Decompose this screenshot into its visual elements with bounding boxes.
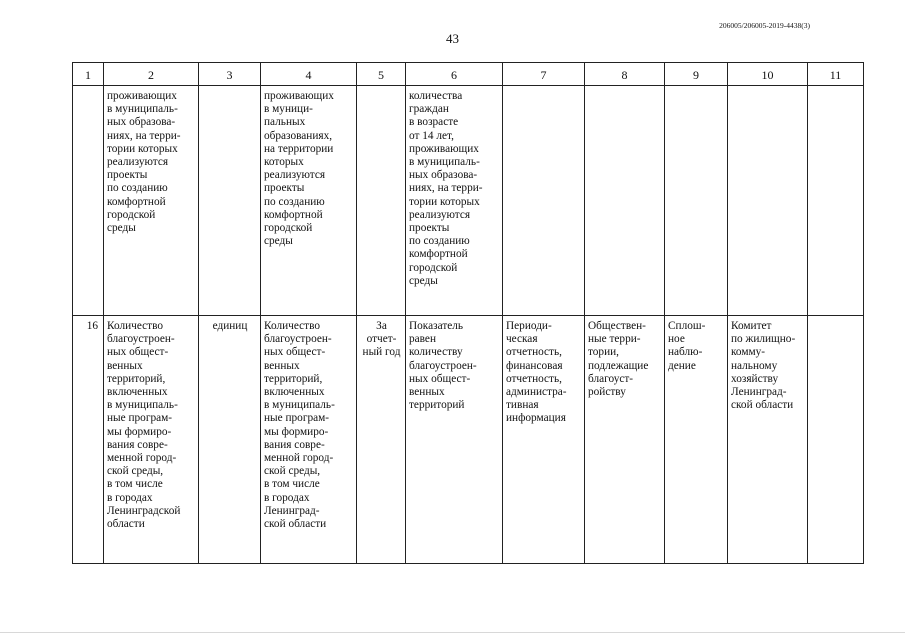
header-cell: 10: [728, 63, 808, 86]
table-header-row: [73, 63, 864, 86]
table-row: [73, 86, 864, 316]
table-cell: [585, 86, 665, 316]
header-cell: 3: [199, 63, 261, 86]
table-cell: единиц: [199, 316, 261, 564]
table-cell: Периоди- ческая отчетность, финансовая отчетность, администра- тивная информация: [503, 316, 585, 564]
header-cell: 6: [406, 63, 503, 86]
table-cell: проживающих в муниципаль- ных образова- ниях, на терри- тории которых реализуются проекты по созданию комфортной городской среды: [104, 86, 199, 316]
table-cell: [73, 86, 104, 316]
indicators-table: [72, 62, 864, 564]
document-id: 206005/206005-2019-4438(3): [719, 21, 810, 30]
table-cell: Показатель равен количеству благоустроен- ных общест- венных территорий: [406, 316, 503, 564]
table-cell: [808, 86, 864, 316]
table-cell: [357, 86, 406, 316]
table-cell: Количество благоустроен- ных общест- венных территорий, включенных в муниципаль- ные програм- мы формиро- вания совре- менной город- ской среды, в том числе в городах Ленинград- ской области: [261, 316, 357, 564]
table-cell: [808, 316, 864, 564]
page-number: 43: [446, 31, 459, 46]
header-cell: 9: [665, 63, 728, 86]
table-cell: Количество благоустроен- ных общест- венных территорий, включенных в муниципаль- ные програм- мы формиро- вания совре- менной город- ской среды, в том числе в городах Ленинградской области: [104, 316, 199, 564]
header-cell: 2: [104, 63, 199, 86]
row-number-cell: 16: [73, 316, 104, 564]
header-cell: 7: [503, 63, 585, 86]
table-cell: [503, 86, 585, 316]
table-cell: Комитет по жилищно- комму- нальному хозяйству Ленинград- ской области: [728, 316, 808, 564]
header-cell: 8: [585, 63, 665, 86]
header-cell: 11: [808, 63, 864, 86]
table-cell: [665, 86, 728, 316]
table-cell: проживающих в муници- пальных образованиях, на территории которых реализуются проекты по созданию комфортной городской среды: [261, 86, 357, 316]
table-row: [73, 316, 864, 564]
table-cell: [728, 86, 808, 316]
table-cell: [199, 86, 261, 316]
table-cell: Сплош- ное наблю- дение: [665, 316, 728, 564]
header-cell: 1: [73, 63, 104, 86]
table-cell: Обществен- ные терри- тории, подлежащие благоуст- ройству: [585, 316, 665, 564]
header-cell: 5: [357, 63, 406, 86]
scan-edge-line: [0, 632, 905, 633]
header-cell: 4: [261, 63, 357, 86]
table-cell: За отчет- ный год: [357, 316, 406, 564]
table-cell: количества граждан в возрасте от 14 лет, проживающих в муниципаль- ных образова- ниях, на терри- тории которых реализуются проекты по созданию комфортной городской среды: [406, 86, 503, 316]
